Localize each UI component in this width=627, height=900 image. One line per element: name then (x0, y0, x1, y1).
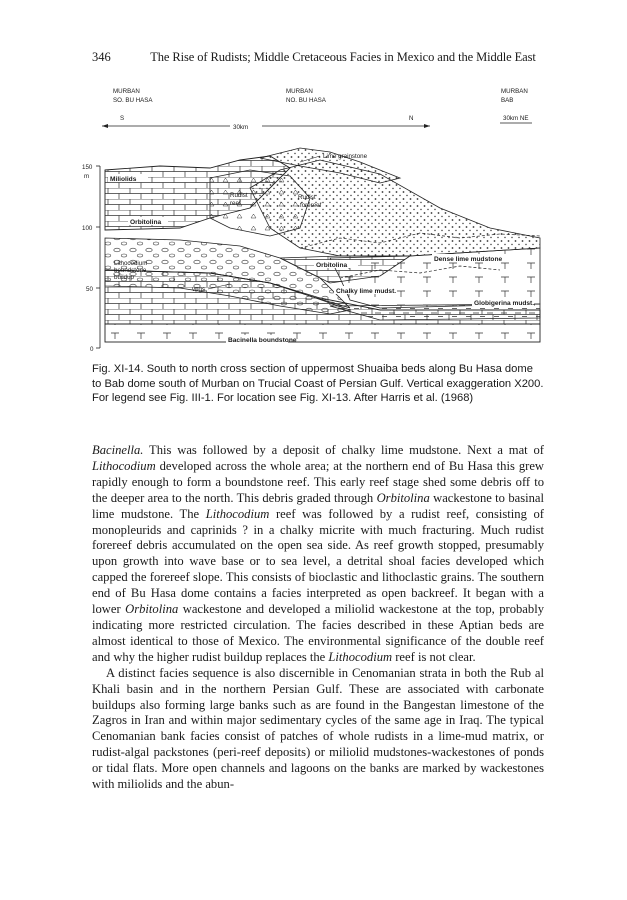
label-rudist-forereef-1: Rudist (298, 194, 316, 201)
tick-150: 150 (82, 164, 93, 171)
bacinella-layer (105, 324, 540, 342)
term-bacinella: Bacinella. (92, 443, 144, 457)
body-text (92, 443, 544, 793)
label-vugs: vugs (192, 286, 206, 293)
label-chalky: Chalky lime mudst. (336, 288, 397, 295)
label-rudist-reef-1: Rudist (230, 192, 248, 199)
depth-axis (82, 164, 100, 353)
label-murban-south: MURBAN (113, 88, 140, 95)
term-orbitolina: Orbitolina (125, 602, 179, 617)
label-orbitolina-center: Orbitolina (316, 262, 348, 269)
scale-bar (102, 115, 532, 131)
figure-caption (92, 362, 544, 406)
term-lithocodium: Lithocodium (205, 506, 270, 521)
label-bacinella: Bacinella boundstone (228, 337, 297, 344)
caption-text: South to north cross section of uppermost Shuaiba beds along Bu Hasa dome to Bab dome south of Murban on Trucial Coast of Persian Gulf. Vertical exaggeration X200. For legend see Fig. III-1. For location see Fig. XI-13. After Harris et al. (1968) (92, 363, 544, 405)
label-lithocodium-3: buildup (114, 274, 134, 281)
label-rudist-reef-2: reef (230, 200, 241, 207)
p1-text-8: reef was followed by a rudist reef, consisting of monopleurids and caprinids ? in a chalky micrite with much fracturing. Much rudist forereef debris accumulated on the open sea side. As reef growth stopped, presumably upon growth into wave base or to sea level, a detrital shoal facies developed which capped the forereef slope. This consists of bioclastic and lithoclastic grains. The southern end of Bu Hasa dome contains a facies interpreted as open backreef. It began with a lower (92, 506, 544, 617)
label-murban-north: MURBAN (501, 88, 528, 95)
label-lithocodium-1: Lithocodium (114, 260, 148, 267)
p1-text-10: wackestone and developed a miliolid wackestone at the top, probably indicating more restricted circulation. The facies described in these Aptian beds are almost identical to those of Mexico. The environmental significance of the double reef and why the higher rudist buildup replaces the (92, 602, 544, 664)
section-body (105, 148, 540, 342)
label-so-bu-hasa: SO. BU HASA (113, 97, 153, 104)
p1-text-12: reef is not clear. (392, 649, 476, 664)
running-header (92, 50, 542, 68)
label-lime-grainstone: Lime grainstone (323, 153, 368, 160)
term-orbitolina: Orbitolina (376, 490, 430, 505)
cross-section-figure (80, 78, 550, 360)
top-labels (113, 88, 528, 104)
label-no-bu-hasa: NO. BU HASA (286, 97, 326, 104)
label-lithocodium-2: boundstone (114, 267, 147, 274)
term-lithocodium: Lithocodium (328, 649, 393, 664)
tick-50: 50 (86, 286, 93, 293)
cross-section-diagram (80, 78, 550, 360)
paragraph-2: A distinct facies sequence is also discernible in Cenomanian strata in both the Rub al Khali basin and in the northern Persian Gulf. These are associated with carbonate buildups also forming large banks such as are found in the Bangestan limestone of the Zagros in Iran and within major sedimentary cycles of the same age in Iraq. The typical Cenomanian bank facies consist of patches of whole rudists in a lime-mud matrix, or rudist-algal packstones (peri-reef deposits) or miliolid mudstones-wackestones of ponds or tidal flats. More open channels and lagoons on the banks are marked by wackestones with miliolids and the abun- (92, 665, 544, 792)
label-globigerina: Globigerina mudst. (474, 300, 535, 307)
label-scale-right: 30km NE (503, 115, 529, 122)
label-scale-mid: 30km (233, 124, 249, 131)
label-rudist-forereef-2: forereef (300, 202, 322, 209)
p1-text-2: This was followed by a deposit of chalky lime mudstone. Next a mat of (143, 443, 544, 457)
page-number: 346 (92, 50, 111, 64)
tick-0: 0 (90, 346, 94, 353)
running-title: The Rise of Rudists; Middle Cretaceous Facies in Mexico and the Middle East (150, 50, 536, 64)
caption-label: Fig. XI-14. (92, 363, 144, 375)
tick-100: 100 (82, 225, 93, 232)
p1-text-6: wackestone to basinal lime mudstone. The (92, 490, 544, 521)
label-bab: BAB (501, 97, 514, 104)
p1-text-4: developed across the whole area; at the northern end of Bu Hasa this grew rapidly enough to form a boundstone reef. This early reef stage shed some debris off to the deeper area to the north. This debris graded through (92, 458, 544, 505)
axis-unit: m (84, 173, 90, 180)
label-north: N (409, 115, 414, 122)
label-murban-center: MURBAN (286, 88, 313, 95)
label-orbitolina-left: Orbitolina (130, 219, 162, 226)
label-miliolids: Miliolids (110, 176, 137, 183)
label-dense-lime: Dense lime mudstone (434, 256, 503, 263)
term-lithocodium: Lithocodium (92, 458, 156, 473)
label-south: S (120, 115, 125, 122)
paragraph-1 (92, 443, 544, 666)
